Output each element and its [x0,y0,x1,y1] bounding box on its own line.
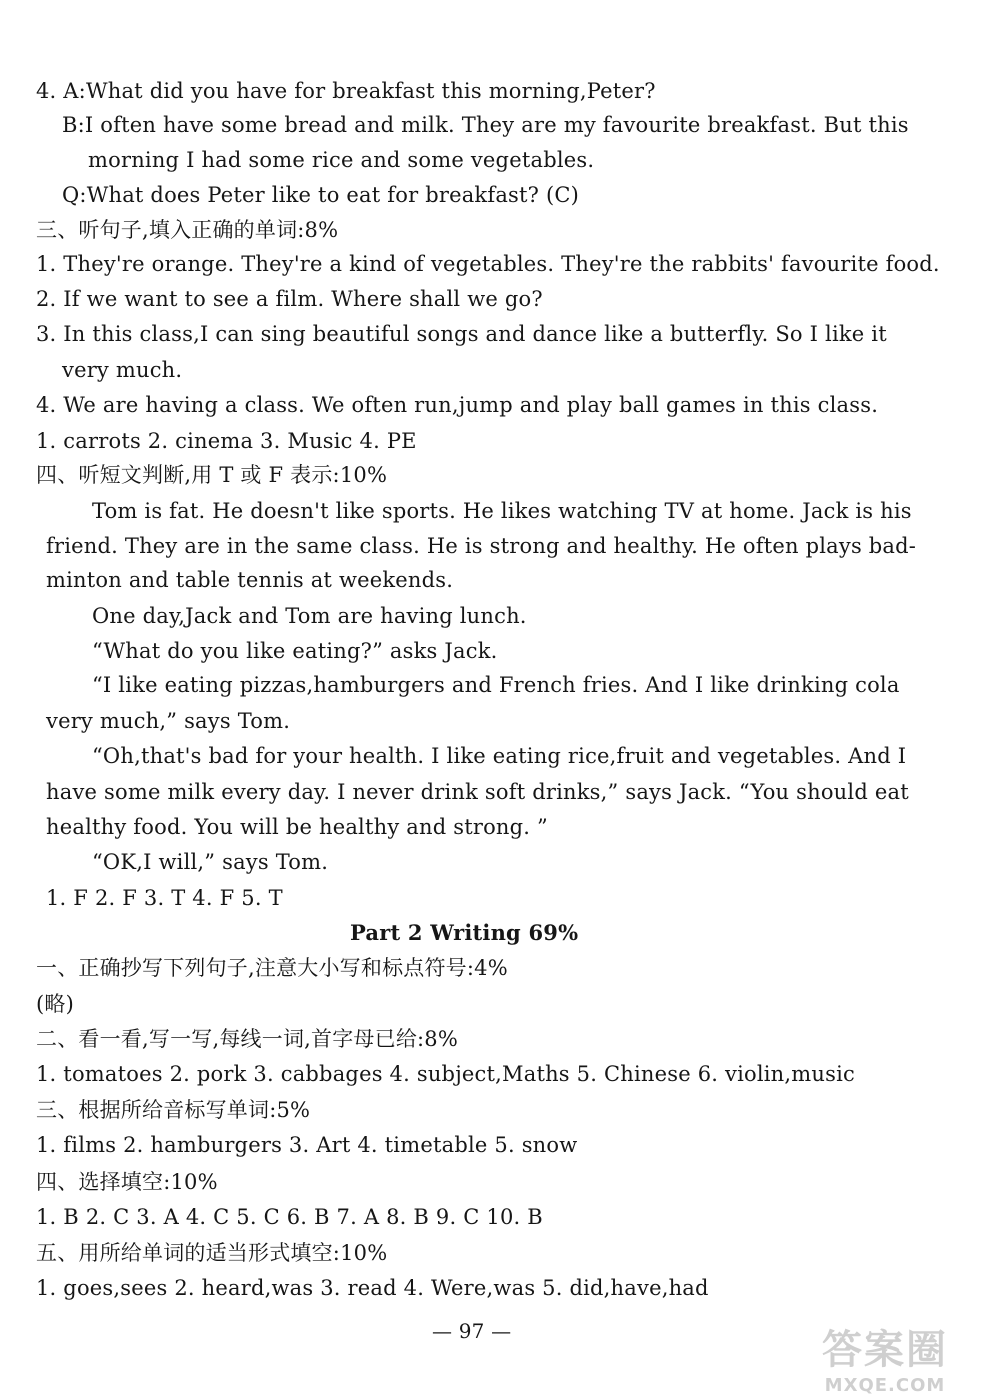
section-3-item-3-cont: very much. [62,358,183,382]
passage-line: “What do you like eating?” asks Jack. [92,639,498,663]
section-3-title: 三、听句子,填入正确的单词:8% [36,218,339,242]
passage-line: friend. They are in the same class. He is strong and healthy. He often plays bad- [46,534,917,558]
writing-4-title: 四、选择填空:10% [36,1170,218,1194]
part-2-heading: Part 2 Writing 69% [350,920,579,945]
writing-1-title: 一、正确抄写下列句子,注意大小写和标点符号:4% [36,956,508,980]
passage-line: Tom is fat. He doesn't like sports. He likes watching TV at home. Jack is his [92,499,912,523]
passage-line: healthy food. You will be healthy and strong. ” [46,815,548,839]
section-3-item-3: 3. In this class,I can sing beautiful songs and dance like a butterfly. So I like it [36,322,887,346]
writing-5-answers: 1. goes,sees 2. heard,was 3. read 4. Were,was 5. did,have,had [36,1276,709,1300]
section-4-answers: 1. F 2. F 3. T 4. F 5. T [46,886,283,910]
writing-2-answers: 1. tomatoes 2. pork 3. cabbages 4. subject,Maths 5. Chinese 6. violin,music [36,1062,855,1086]
watermark-text-bottom: MXQE.COM [824,1375,946,1396]
q4-question: Q:What does Peter like to eat for breakfast? (C) [62,183,580,207]
watermark-logo [780,1322,990,1396]
passage-line: “OK,I will,” says Tom. [92,850,329,874]
section-3-answers: 1. carrots 2. cinema 3. Music 4. PE [36,429,417,453]
section-4-title: 四、听短文判断,用 T 或 F 表示:10% [36,463,388,487]
section-3-item-4: 4. We are having a class. We often run,jump and play ball games in this class. [36,393,879,417]
writing-3-title: 三、根据所给音标写单词:5% [36,1098,311,1122]
q4-line-b1: B:I often have some bread and milk. They are my favourite breakfast. But this [62,113,909,137]
writing-1-answer: (略) [36,992,74,1016]
passage-line: One day,Jack and Tom are having lunch. [92,604,527,628]
writing-4-answers: 1. B 2. C 3. A 4. C 5. C 6. B 7. A 8. B 9. C 10. B [36,1205,543,1229]
passage-line: minton and table tennis at weekends. [46,568,454,592]
writing-2-title: 二、看一看,写一写,每线一词,首字母已给:8% [36,1027,459,1051]
passage-line: “I like eating pizzas,hamburgers and French fries. And I like drinking cola [92,673,900,697]
passage-line: have some milk every day. I never drink soft drinks,” says Jack. “You should eat [46,780,909,804]
writing-5-title: 五、用所给单词的适当形式填空:10% [36,1241,388,1265]
passage-line: “Oh,that's bad for your health. I like eating rice,fruit and vegetables. And I [92,744,907,768]
q4-line-a: 4. A:What did you have for breakfast this morning,Peter? [36,79,656,103]
watermark-text-top: 答案圈 [822,1327,948,1373]
q4-line-b2: morning I had some rice and some vegetables. [88,148,595,172]
section-3-item-1: 1. They're orange. They're a kind of vegetables. They're the rabbits' favourite food. [36,252,940,276]
writing-3-answers: 1. films 2. hamburgers 3. Art 4. timetable 5. snow [36,1133,578,1157]
section-3-item-2: 2. If we want to see a film. Where shall we go? [36,287,543,311]
passage-line: very much,” says Tom. [46,709,291,733]
page-number: — 97 — [432,1319,512,1343]
